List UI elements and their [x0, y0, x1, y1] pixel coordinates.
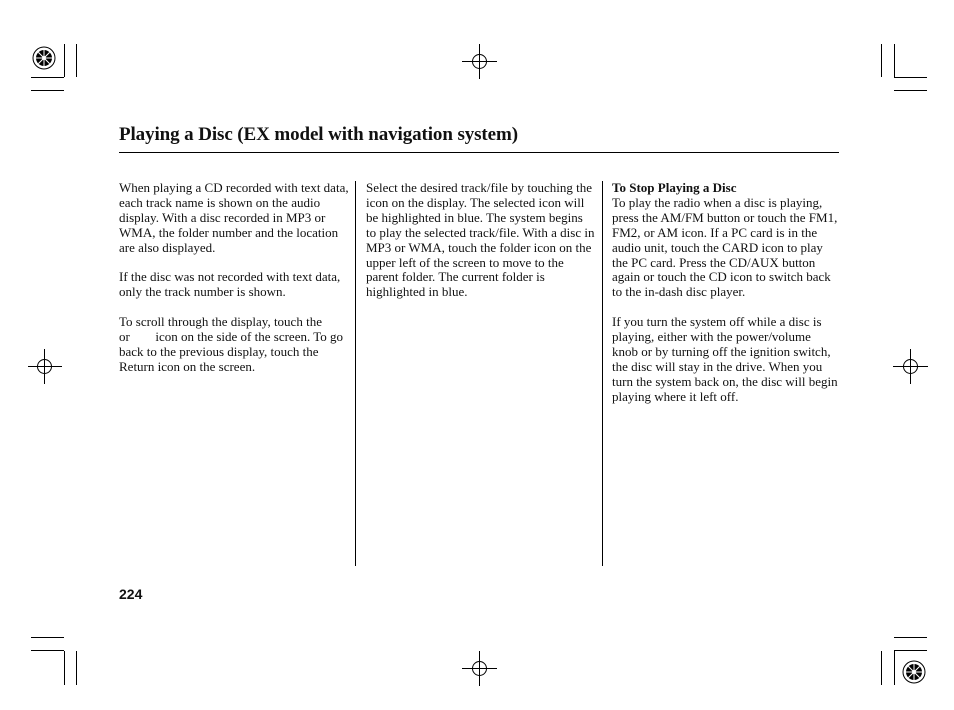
col1-paragraph-2: If the disc was not recorded with text data, only the track number is shown. [119, 269, 341, 300]
crosshair-registration-icon [462, 651, 497, 686]
col3-paragraph-1 [612, 181, 840, 300]
crosshair-registration-icon [28, 349, 62, 384]
col2-paragraph-1: Select the desired track/file by touching the icon on the display. The selected icon will be highlighted in blue. The system begins to play the selected track/file. With a disc in MP3 or WMA, touch the folder icon on the upper left of the screen to move to the parent folder. The current folder is highlighted in blue. [366, 180, 595, 300]
column-divider [355, 181, 356, 566]
title-rule [119, 152, 839, 153]
section-heading: To Stop Playing a Disc [612, 180, 737, 195]
col1-paragraph-3 [119, 315, 351, 375]
col1-p3-part-c: icon on the side of the screen. To go back to the previous display, touch the Return icon on the screen. [119, 329, 344, 374]
starburst-registration-icon [903, 661, 925, 683]
column-divider [602, 181, 603, 566]
column-3 [612, 181, 840, 419]
page-number: 224 [119, 586, 143, 602]
page-title: Playing a Disc (EX model with navigation system) [119, 124, 518, 145]
crosshair-registration-icon [893, 349, 928, 384]
starburst-registration-icon [33, 47, 55, 69]
crop-mark-bottom-left [31, 638, 77, 686]
column-1 [119, 181, 351, 390]
column-2 [366, 181, 596, 315]
crop-mark-top-right [882, 44, 928, 91]
crosshair-registration-icon [462, 44, 497, 79]
col1-paragraph-1: When playing a CD recorded with text data, each track name is shown on the audio display. With a disc recorded in MP3 or WMA, the folder number and the location are also displayed. [119, 180, 349, 255]
col3-p1-text: To play the radio when a disc is playing, press the AM/FM button or touch the FM1, FM2, or AM icon. If a PC card is in the audio unit, touch the CARD icon to play the PC card. Press the CD/AUX button again or touch the CD icon to switch back to the in-dash disc player. [612, 194, 838, 300]
col1-p3-part-b: or [119, 329, 130, 345]
col1-p3-part-a: To scroll through the display, touch the [119, 314, 322, 330]
col3-paragraph-2: If you turn the system off while a disc is playing, either with the power/volume knob or by turning off the ignition switch, the disc will stay in the drive. When you turn the system back on, the disc will begin playing where it left off. [612, 314, 838, 404]
